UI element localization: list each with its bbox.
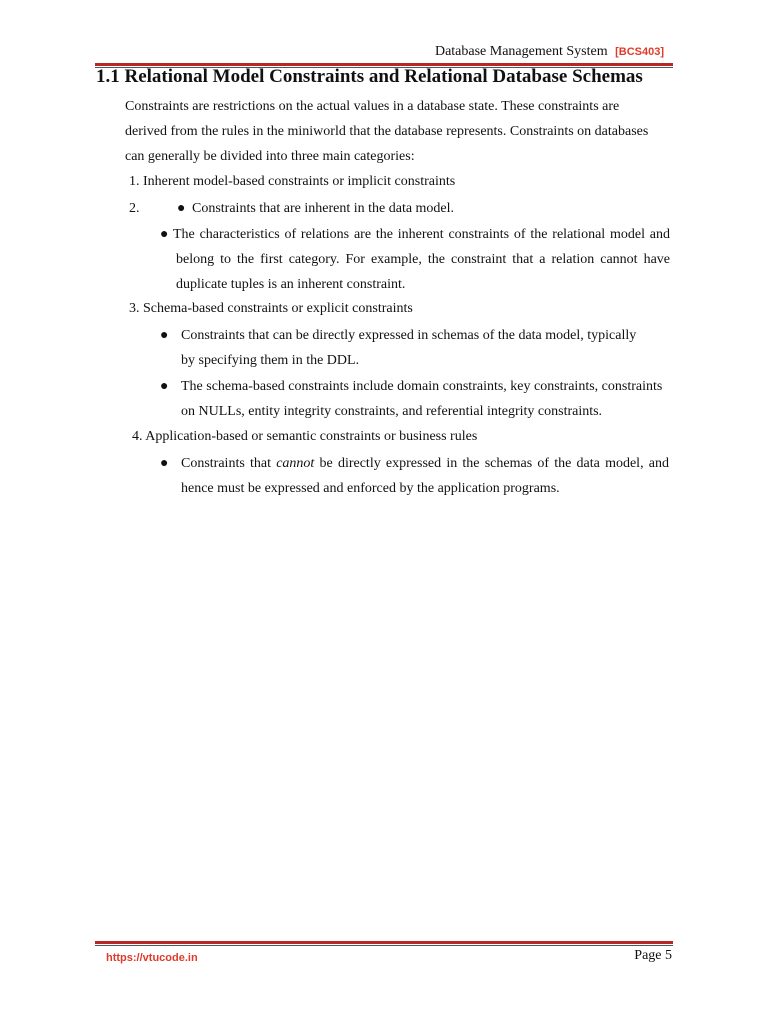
bullet-icon: ● — [160, 328, 169, 343]
bullet-icon: ● — [160, 379, 169, 394]
page-number — [634, 948, 672, 964]
list-item-4: 4. Application-based or semantic constraints or business rules — [132, 429, 478, 444]
page-header — [435, 44, 664, 60]
bullet-icon: ● — [160, 227, 169, 242]
intro-line-2: derived from the rules in the miniworld that the database represents. Constraints on databases — [125, 124, 649, 139]
footer-rule — [95, 941, 673, 946]
list-item-2-number: 2. — [129, 201, 140, 216]
emphasis-cannot: cannot — [276, 456, 315, 471]
page-number-value: 5 — [665, 948, 672, 963]
list-item-4-bullet-1-line-1: Constraints that cannot be directly expressed in the schemas of the data model, and — [181, 456, 669, 471]
header-title: Database Management System — [434, 44, 608, 59]
page-label: Page — [634, 948, 662, 963]
list-item-3-bullet-1-line-2: by specifying them in the DDL. — [181, 353, 360, 368]
list-item-2-bullet-2-line-3: duplicate tuples is an inherent constraint. — [176, 277, 406, 292]
list-item-1: 1. Inherent model-based constraints or implicit constraints — [129, 174, 456, 189]
list-item-4-bullet-1-line-2: hence must be expressed and enforced by the application programs. — [181, 481, 560, 496]
course-code: [BCS403] — [615, 46, 664, 58]
list-item-2-bullet-1: Constraints that are inherent in the data model. — [192, 201, 455, 216]
list-item-3-bullet-2-line-2: on NULLs, entity integrity constraints, and referential integrity constraints. — [181, 404, 603, 419]
footer-link[interactable]: https://vtucode.in — [106, 952, 198, 964]
list-item-3-bullet-2-line-1: The schema-based constraints include domain constraints, key constraints, constraints — [181, 379, 663, 394]
list-item-2-bullet-2-line-1: The characteristics of relations are the inherent constraints of the relational model and — [173, 227, 670, 242]
bullet-icon: ● — [177, 201, 186, 216]
intro-line-3: can generally be divided into three main categories: — [125, 149, 415, 164]
intro-line-1: Constraints are restrictions on the actual values in a database state. These constraints are — [125, 99, 620, 114]
list-item-2-bullet-2-line-2: belong to the first category. For example, the constraint that a relation cannot have — [176, 252, 670, 267]
bullet-icon: ● — [160, 456, 169, 471]
list-item-3-bullet-1-line-1: Constraints that can be directly expressed in schemas of the data model, typically — [181, 328, 637, 343]
section-title: 1.1 Relational Model Constraints and Relational Database Schemas — [96, 66, 643, 87]
list-item-3: 3. Schema-based constraints or explicit constraints — [129, 301, 413, 316]
